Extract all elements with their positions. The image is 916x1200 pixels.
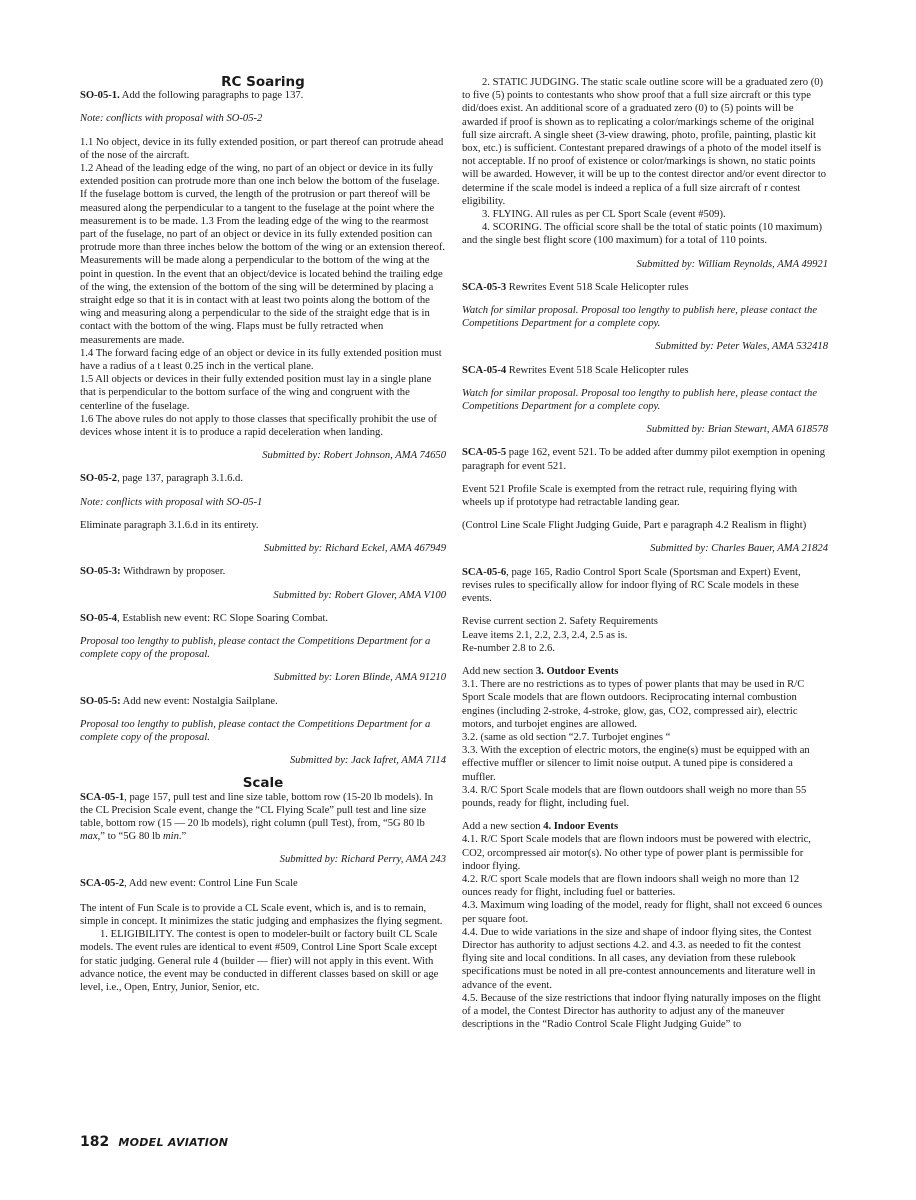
sca-05-2-eligibility-word: eligibility. <box>462 195 506 207</box>
sca-05-4-note: Watch for similar proposal. Proposal too lengthy to publish here, please contact the Competitions Department for a complete copy. <box>462 387 818 413</box>
so-05-2-id: SO-05-2 <box>80 473 118 485</box>
sca-05-6-indoor-4-1: 4.1. R/C Sport Scale models that are flown indoors must be powered with electric, CO2, orcompressed air motor(s). No other type of power plant is permissible for indoor flying. <box>462 834 811 872</box>
scale-heading: Scale <box>242 775 284 792</box>
sca-05-4-submitted: Submitted by: Brian Stewart, AMA 618578 <box>646 424 828 436</box>
sca-05-2-id: SCA-05-2 <box>80 877 125 889</box>
so-05-3-submitted: Submitted by: Robert Glover, AMA V100 <box>273 589 446 601</box>
sca-05-6-id: SCA-05-6 <box>462 566 507 578</box>
sca-05-6-indoor-4-4: 4.4. Due to wide variations in the size and shape of indoor flying sites, the Contest Director has authority to adjust sections 4.2. and 4.3. as needed to fit the contest flying site and local conditions. In all cases, any deviation from these rulebook specifications must be noted in all pre-contest announcements and literature well in advance of the event. <box>462 926 816 991</box>
so-05-1-para-1: 1.1 No object, device in its fully extended position, or part thereof can protrude ahead of the nose of the aircraft. <box>80 136 444 161</box>
so-05-1-para-2: 1.2 Ahead of the leading edge of the wing, no part of an object or device in its fully extended position can protrude more than one inch below the bottom of the fuselage. If the fuselage bottom is curved, the length of the protrusion or part thereof will be measured along the perpendicular to a tangent to the fuselage at the point where the measurement is to be made. 1.3 From the leading edge of the wing to the rearmost part of the fuselage, no part of an object or device in its fully extended position can protrude more than three inches below the bottom of the wing or an extension thereof. Measurements will be made along a perpendicular to the bottom of the wing at the point in question. In the event that an object/device is located behind the trailing edge of the wing, the extension of the bottom of the sing will be determined by placing a straight edge so that it is in contact with at least two points along the bottom of the wing and measuring along a perpendicular to the side of the straight edge that is in contact with the bottom of the wing. Flaps must be fully retracted when measurements are made. <box>80 163 446 346</box>
sca-05-5-submitted: Submitted by: Charles Bauer, AMA 21824 <box>650 543 828 555</box>
sca-05-2-flying: 3. FLYING. All rules as per CL Sport Scale (event #509). <box>482 209 726 221</box>
so-05-1-submitted: Submitted by: Robert Johnson, AMA 74650 <box>262 450 446 462</box>
so-05-1-para-4: 1.5 All objects or devices in their fully extended position must lay in a single plane that is perpendicular to the bottom surface of the wing and congruent with the centerline of the fuselage. <box>80 374 432 412</box>
sca-05-2-eligibility: 1. ELIGIBILITY. The contest is open to modeler-built or factory built CL Scale models. The event rules are identical to event #509, Control Line Sport Scale except for static judging. General rule 4 (builder — flier) will not apply in this event. With advance notice, the event may be conducted in different classes based on skill or age level, i.e., Open, Entry, Junior, Senior, etc. <box>80 929 439 993</box>
sca-05-4-id: SCA-05-4 <box>462 364 507 376</box>
so-05-2-note: Note: conflicts with proposal with SO-05-1 <box>80 496 263 508</box>
so-05-1-para-5: 1.6 The above rules do not apply to those classes that specifically prohibit the use of devices whose intent it is to produce a rapid deceleration when landing. <box>80 413 437 439</box>
so-05-1-line: SO-05-1. Add the following paragraphs to page 137. <box>80 90 304 102</box>
so-05-3-id: SO-05-3: <box>80 566 121 578</box>
sca-05-1-id: SCA-05-1 <box>80 791 125 803</box>
sca-05-2-submitted: Submitted by: William Reynolds, AMA 49921 <box>636 258 828 270</box>
sca-05-1-submitted: Submitted by: Richard Perry, AMA 243 <box>279 854 446 866</box>
page-number: 182 <box>80 1134 110 1150</box>
sca-05-6-indoor-heading: Add a new section 4. Indoor Events <box>462 821 619 833</box>
sca-05-3-line: SCA-05-3 Rewrites Event 518 Scale Helicopter rules <box>462 281 689 293</box>
rc-soaring-heading: RC Soaring <box>221 74 305 90</box>
sca-05-5-id: SCA-05-5 <box>462 447 507 459</box>
sca-05-5-line: SCA-05-5 page 162, event 521. To be added after dummy pilot exemption in opening paragraph for event 521. <box>462 447 826 472</box>
sca-05-6-indoor-4-3: 4.3. Maximum wing loading of the model, ready for flight, shall not exceed 6 ounces per square foot. <box>462 900 823 925</box>
sca-05-6-revise-2: Leave items 2.1, 2.2, 2.3, 2.4, 2.5 as is. <box>462 629 628 641</box>
sca-05-6-outdoor-heading: Add new section 3. Outdoor Events <box>462 665 619 677</box>
sca-05-3-id: SCA-05-3 <box>462 281 507 293</box>
sca-05-4-line: SCA-05-4 Rewrites Event 518 Scale Helicopter rules <box>462 364 689 376</box>
so-05-2-body: Eliminate paragraph 3.1.6.d in its entirety. <box>80 519 259 531</box>
sca-05-6-outdoor-3-3: 3.3. With the exception of electric motors, the engine(s) must be equipped with an effective muffler or silencer to limit noise output. A tuned pipe is considered a muffler. <box>462 745 810 783</box>
sca-05-6-revise-3: Re-number 2.8 to 2.6. <box>462 642 555 654</box>
sca-05-2-line: SCA-05-2, Add new event: Control Line Fun Scale <box>80 877 298 889</box>
sca-05-6-line: SCA-05-6, page 165, Radio Control Sport Scale (Sportsman and Expert) Event, revises rules to specifically allow for indoor flying of RC Scale models in these events. <box>462 566 801 605</box>
page-footer <box>80 1131 228 1150</box>
so-05-4-submitted: Submitted by: Loren Blinde, AMA 91210 <box>273 672 446 684</box>
so-05-4-note: Proposal too lengthy to publish, please contact the Competitions Department for a complete copy of the proposal. <box>80 635 431 661</box>
sca-05-5-para-1: Event 521 Profile Scale is exempted from the retract rule, requiring flying with wheels up if prototype had retractable landing gear. <box>462 483 798 509</box>
magazine-name: MODEL AVIATION <box>118 1136 229 1149</box>
so-05-2-submitted: Submitted by: Richard Eckel, AMA 467949 <box>263 543 446 555</box>
sca-05-3-note: Watch for similar proposal. Proposal too lengthy to publish here, please contact the Competitions Department for a complete copy. <box>462 305 818 330</box>
right-column <box>462 76 828 1031</box>
so-05-4-line: SO-05-4, Establish new event: RC Slope Soaring Combat. <box>80 612 329 624</box>
so-05-4-id: SO-05-4 <box>80 612 118 624</box>
so-05-5-id: SO-05-5: <box>80 695 121 707</box>
sca-05-2-static-judging: 2. STATIC JUDGING. The static scale outline score will be a graduated zero (0) to five (5) points to contestants who show proof that a full size aircraft or this type did/does exist. An additional score of a graduated zero (0) to (5) points will be awarded if proof is shown as to replicating a color/markings scheme of the original full size aircraft. A single sheet (3-view drawing, photo, profile, painting, plastic kit box, etc.) is sufficient. Contestant prepared drawings of a photo of the model itself is not acceptable. If no proof of existence or color/markings is shown, no static points will be awarded. However, it will be up to the contest director and/or event director to determine if the scale model is indeed a replica of a full size aircraft of r contest <box>462 77 827 194</box>
sca-05-6-indoor-4-2: 4.2. R/C sport Scale models that are flown indoors shall weigh no more than 12 ounces ready for flight, including fuel or batteries. <box>462 873 800 899</box>
sca-05-5-para-2: (Control Line Scale Flight Judging Guide, Part e paragraph 4.2 Realism in flight) <box>462 520 807 532</box>
so-05-5-line: SO-05-5: Add new event: Nostalgia Sailplane. <box>80 695 278 707</box>
sca-05-1-body: SCA-05-1, page 157, pull test and line size table, bottom row (15-20 lb models). In the CL Precision Scale event, change the “CL Flying Scale” pull test and line size table, bottom row (15 — 20 lb models), right column (pull Test), from, “5G 80 lb max,” to “5G 80 lb min.” <box>80 791 434 843</box>
so-05-3-line: SO-05-3: Withdrawn by proposer. <box>80 566 226 578</box>
so-05-5-note: Proposal too lengthy to publish, please contact the Competitions Department for a complete copy of the proposal. <box>80 718 431 743</box>
sca-05-2-intro: The intent of Fun Scale is to provide a CL Scale event, which is, and is to remain, simple in concept. It minimizes the static judging and emphasizes the flying segment. <box>80 902 443 927</box>
sca-05-6-indoor-4-5: 4.5. Because of the size restrictions that indoor flying naturally imposes on the flight of a model, the Contest Director has authority to adjust any of the maneuver descriptions in the “Radio Control Scale Flight Judging Guide” to <box>462 992 821 1031</box>
sca-05-6-revise-1: Revise current section 2. Safety Requirements <box>462 616 658 628</box>
so-05-1-para-3: 1.4 The forward facing edge of an object or device in its fully extended position must have a radius of a t least 0.25 inch in the vertical plane. <box>80 347 442 373</box>
sca-05-6-outdoor-3-4: 3.4. R/C Sport Scale models that are flown outdoors shall weigh no more than 55 pounds, ready for flight, including fuel. <box>462 784 807 809</box>
so-05-1-id: SO-05-1. <box>80 90 120 102</box>
so-05-5-submitted: Submitted by: Jack Iafret, AMA 7114 <box>289 755 446 767</box>
left-column <box>80 76 446 994</box>
so-05-1-note: Note: conflicts with proposal with SO-05-2 <box>80 113 263 125</box>
sca-05-6-outdoor-3-1: 3.1. There are no restrictions as to types of power plants that may be used in R/C Sport Scale models that are flown outdoors. Reciprocating internal combustion engines (including 2-stroke, 4-stroke, glow, gas, CO2, compressed air), electric motors, and turbojet engines are allowed. <box>462 679 805 730</box>
sca-05-6-outdoor-3-2: 3.2. (same as old section “2.7. Turbojet engines “ <box>462 731 671 743</box>
so-05-2-line: SO-05-2, page 137, paragraph 3.1.6.d. <box>80 473 243 485</box>
sca-05-2-scoring: 4. SCORING. The official score shall be the total of static points (10 maximum) and the single best flight score (100 maximum) for a total of 110 points. <box>462 222 823 247</box>
sca-05-3-submitted: Submitted by: Peter Wales, AMA 532418 <box>655 341 828 353</box>
